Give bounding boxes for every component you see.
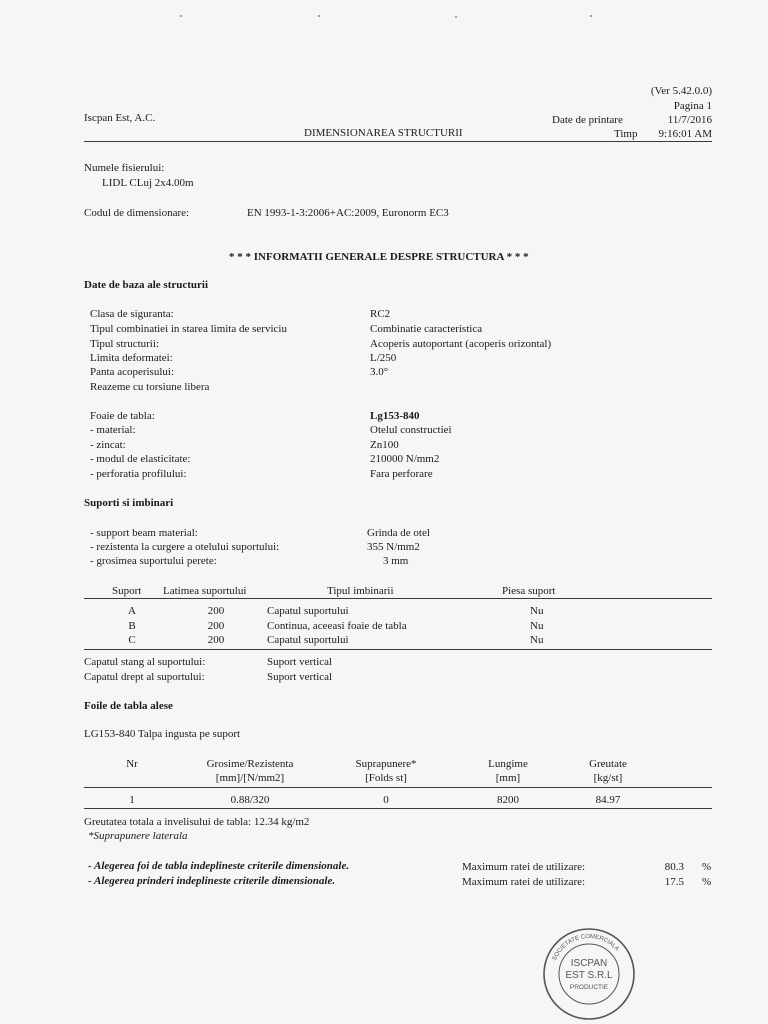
total-weight: Greutatea totala a invelisului de tabla: 12.34 kg/m2 — [84, 816, 310, 828]
header-rule — [84, 141, 712, 142]
support-table-cell: 200 — [207, 634, 225, 646]
conclusion-text: - Alegerea foi de tabla indeplineste criterile dimensionale. — [88, 860, 350, 872]
support-table-cell: Nu — [530, 634, 544, 646]
sheet-table-header: Grosime/Rezistenta — [206, 758, 294, 770]
design-code-label: Codul de dimensionare: — [84, 207, 190, 219]
sheet-label: Foaie de tabla: — [90, 410, 155, 422]
sheet-value: Zn100 — [370, 439, 399, 451]
support-prop-label: - support beam material: — [90, 527, 198, 539]
support-table-cell: Capatul suportului — [267, 605, 349, 617]
sheet-value: Fara perforare — [370, 468, 433, 480]
support-table-cell: Nu — [530, 620, 544, 632]
sheet-value: Otelul constructiei — [370, 424, 452, 436]
document-title: DIMENSIONAREA STRUCTURII — [304, 127, 463, 139]
stamp-ring-text: SOCIETATE COMERCIALA — [551, 933, 620, 962]
overlap-footnote: *Suprapunere laterala — [88, 830, 188, 842]
support-end-label: Capatul stang al suportului: — [84, 656, 206, 668]
time-label: Timp — [614, 128, 638, 140]
support-prop-value: 355 N/mm2 — [367, 541, 420, 553]
chosen-sheets-heading: Foile de tabla alese — [84, 700, 173, 712]
sheet-table-cell: 8200 — [497, 794, 519, 806]
utilization-value: 17.5 — [664, 876, 684, 888]
support-prop-value: 3 mm — [383, 555, 409, 567]
chosen-product: LG153-840 Talpa ingusta pe suport — [84, 728, 241, 740]
page-number: Pagina 1 — [673, 100, 712, 112]
base-data-value: 3.0° — [370, 366, 389, 378]
sheet-table-cell: 1 — [129, 794, 135, 806]
sheet-table-rule — [84, 808, 712, 809]
sheet-table-cell: 0.88/320 — [230, 794, 270, 806]
support-table-header: Suport — [112, 585, 142, 597]
sheet-table-header-unit: [kg/st] — [593, 772, 623, 784]
utilization-unit: % — [702, 861, 712, 873]
print-date: 11/7/2016 — [667, 114, 712, 126]
sheet-table-rule — [84, 787, 712, 788]
support-prop-label: - grosimea suportului perete: — [90, 555, 217, 567]
support-table-cell: 200 — [207, 620, 225, 632]
support-table-header: Latimea suportului — [163, 585, 247, 597]
utilization-label: Maximum ratei de utilizare: — [462, 861, 586, 873]
scan-speck — [318, 15, 320, 17]
base-data-value: RC2 — [370, 308, 391, 320]
sheet-table-header-unit: [mm] — [495, 772, 521, 784]
base-data-value: Acoperis autoportant (acoperis orizontal) — [370, 338, 552, 350]
sheet-table-cell: 0 — [383, 794, 389, 806]
support-table-cell: Continua, aceeasi foaie de tabla — [267, 620, 407, 632]
base-data-label: Clasa de siguranta: — [90, 308, 174, 320]
scan-speck — [180, 15, 182, 17]
sheet-label: - modul de elasticitate: — [90, 453, 191, 465]
base-data-label: Limita deformatei: — [90, 352, 173, 364]
support-table-cell: C — [128, 634, 136, 646]
supports-heading: Suporti si imbinari — [84, 497, 174, 509]
base-data-label: Panta acoperisului: — [90, 366, 175, 378]
support-prop-label: - rezistenta la curgere a otelului suportului: — [90, 541, 280, 553]
sheet-table-header-unit: [Folds st] — [365, 772, 407, 784]
scan-speck — [455, 16, 457, 18]
file-name-value: LIDL CLuj 2x4.00m — [102, 177, 194, 189]
utilization-unit: % — [702, 876, 712, 888]
general-info-title: * * * INFORMATII GENERALE DESPRE STRUCTURA * * * — [229, 251, 529, 263]
support-end-value: Suport vertical — [267, 656, 333, 668]
support-table-header: Piesa suport — [502, 585, 556, 597]
sheet-label: - zincat: — [90, 439, 126, 451]
support-table-cell: B — [128, 620, 136, 632]
support-end-value: Suport vertical — [267, 671, 333, 683]
sheet-table-cell: 84.97 — [595, 794, 621, 806]
company-stamp — [541, 926, 637, 1022]
base-data-value: Combinatie caracteristica — [370, 323, 483, 335]
sheet-table-header: Nr — [126, 758, 138, 770]
sheet-value: 210000 N/mm2 — [370, 453, 440, 465]
file-name-label: Numele fisierului: — [84, 162, 165, 174]
print-date-label: Date de printare — [552, 114, 623, 126]
sheet-table-header: Lungime — [488, 758, 528, 770]
support-prop-value: Grinda de otel — [367, 527, 430, 539]
utilization-label: Maximum ratei de utilizare: — [462, 876, 586, 888]
support-table-cell: Nu — [530, 605, 544, 617]
support-table-header: Tipul imbinarii — [327, 585, 394, 597]
support-end-label: Capatul drept al suportului: — [84, 671, 205, 683]
sheet-table-header: Suprapunere* — [355, 758, 417, 770]
conclusion-text: - Alegerea prinderi indeplineste criterile dimensionale. — [88, 875, 336, 887]
base-data-heading: Date de baza ale structurii — [84, 279, 209, 291]
stamp-line: EST S.R.L — [565, 970, 613, 981]
sheet-table-header-unit: [mm]/[N/mm2] — [215, 772, 285, 784]
company-name: Iscpan Est, A.C. — [84, 112, 156, 124]
stamp-line: PRODUCTIE — [569, 984, 609, 991]
support-table-cell: 200 — [207, 605, 225, 617]
base-data-label: Tipul structurii: — [90, 338, 159, 350]
print-time: 9:16:01 AM — [658, 128, 712, 140]
base-data-label: Tipul combinatiei in starea limita de serviciu — [90, 323, 287, 335]
stamp-line: ISCPAN — [570, 958, 608, 969]
scan-speck — [590, 15, 592, 17]
sheet-label: - perforatia profilului: — [90, 468, 187, 480]
base-data-label: Reazeme cu torsiune libera — [90, 381, 210, 393]
sheet-table-header: Greutate — [589, 758, 627, 770]
sheet-value: Lg153-840 — [370, 410, 420, 422]
base-data-value: L/250 — [370, 352, 397, 364]
version-text: (Ver 5.42.0.0) — [650, 85, 712, 97]
support-table-rule — [84, 649, 712, 650]
support-table-rule — [84, 598, 712, 599]
utilization-value: 80.3 — [664, 861, 684, 873]
design-code-value: EN 1993-1-3:2006+AC:2009, Euronorm EC3 — [247, 207, 449, 219]
support-table-cell: A — [128, 605, 136, 617]
sheet-label: - material: — [90, 424, 136, 436]
support-table-cell: Capatul suportului — [267, 634, 349, 646]
